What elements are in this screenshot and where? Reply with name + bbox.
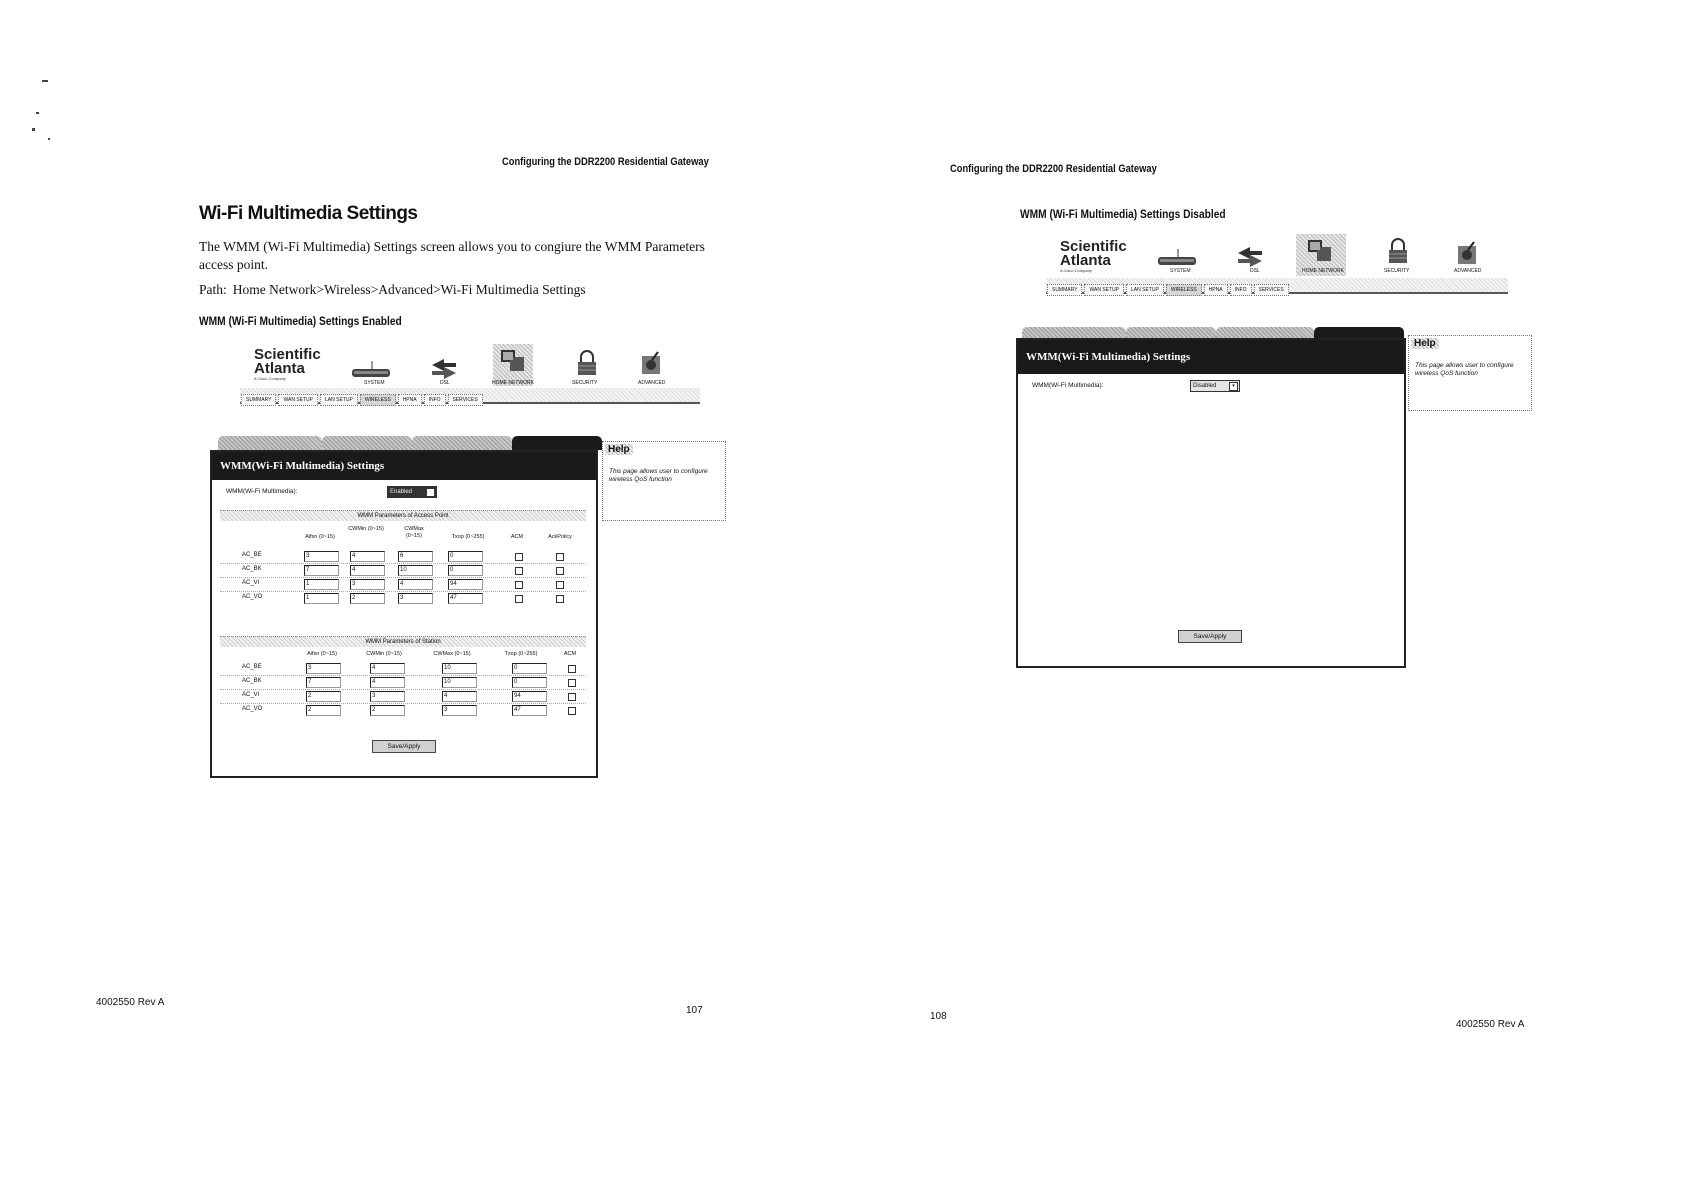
subnav-hpna[interactable]: HPNA	[1204, 284, 1228, 296]
sta-bk-acm-checkbox[interactable]	[568, 679, 576, 687]
panel-title: WMM(Wi-Fi Multimedia) Settings	[212, 452, 596, 480]
panel-tab-4[interactable]	[512, 436, 602, 450]
scientific-atlanta-logo	[254, 348, 321, 381]
logo-tagline: A Cisco Company	[1060, 268, 1092, 273]
ap-row-label-vi: AC_VI	[242, 580, 260, 586]
chevron-down-icon[interactable]: ▾	[426, 488, 435, 497]
nav-label-security[interactable]: SECURITY	[1384, 268, 1410, 274]
sta-header-acm: ACM	[563, 651, 577, 657]
subnav-services[interactable]: SERVICES	[1254, 284, 1289, 296]
sta-row-label-vi: AC_VI	[242, 692, 260, 698]
scan-speck	[36, 112, 39, 114]
running-header-right: Configuring the DDR2200 Residential Gateway	[950, 163, 1157, 175]
wmm-panel-disabled	[1016, 338, 1406, 668]
help-text: This page allows user to configure wireless QoS function	[609, 468, 708, 483]
subnav-bar-right	[1046, 278, 1508, 294]
scan-speck	[42, 80, 48, 82]
ap-vo-aifsn-input[interactable]: 1	[304, 593, 339, 604]
subnav-summary[interactable]: SUMMARY	[1047, 284, 1082, 296]
help-title: Help	[605, 444, 633, 455]
page-title: Wi-Fi Multimedia Settings	[199, 203, 418, 224]
wmm-select-disabled[interactable]	[1190, 380, 1240, 392]
logo-line2: Atlanta	[254, 360, 305, 377]
nav-label-security[interactable]: SECURITY	[572, 380, 598, 386]
sta-header-aifsn: Aifsn (0~15)	[307, 651, 337, 657]
subnav-wan-setup[interactable]: WAN SETUP	[1084, 284, 1124, 296]
path-value: Home Network>Wireless>Advanced>Wi-Fi Multimedia Settings	[232, 282, 586, 297]
sta-bk-cwmax-input[interactable]: 10	[442, 677, 477, 688]
sta-row-label-bk: AC_BK	[242, 678, 262, 684]
help-title: Help	[1411, 338, 1439, 349]
sta-row-label-be: AC_BE	[242, 664, 262, 670]
ap-vo-cwmin-input[interactable]: 2	[350, 593, 385, 604]
logo-tagline: A Cisco Company	[254, 376, 286, 381]
wmm-select-enabled[interactable]	[387, 486, 437, 498]
subnav-info[interactable]: INFO	[424, 394, 446, 406]
ap-be-aifsn-input[interactable]: 3	[304, 551, 339, 562]
arrows-icon[interactable]	[430, 356, 458, 382]
nav-label-dsl[interactable]: DSL	[440, 380, 450, 386]
ap-vo-cwmax-input[interactable]: 3	[398, 593, 433, 604]
scientific-atlanta-logo	[1060, 240, 1127, 273]
sta-vi-aifsn-input[interactable]: 2	[306, 691, 341, 702]
ap-be-txop-input[interactable]: 0	[448, 551, 483, 562]
sta-vo-cwmax-input[interactable]: 3	[442, 705, 477, 716]
ap-vi-txop-input[interactable]: 94	[448, 579, 483, 590]
row-divider	[220, 577, 586, 578]
subnav-bar-left	[240, 388, 700, 404]
home-network-icon[interactable]	[499, 348, 527, 374]
router-banner-right	[1046, 232, 1508, 308]
row-divider	[220, 563, 586, 564]
sta-be-txop-input[interactable]: 0	[512, 663, 547, 674]
ap-vo-ackpolicy-checkbox[interactable]	[556, 595, 564, 603]
ap-header-cwmin: CWMin (0~15)	[348, 526, 384, 532]
panel-title: WMM(Wi-Fi Multimedia) Settings	[1018, 340, 1404, 374]
nav-label-home-network[interactable]: HOME NETWORK	[1302, 268, 1344, 274]
sta-bk-txop-input[interactable]: 0	[512, 677, 547, 688]
panel-tab-2[interactable]	[322, 436, 412, 450]
ap-header-aifsn: Aifsn (0~15)	[305, 534, 335, 540]
ap-be-ackpolicy-checkbox[interactable]	[556, 553, 564, 561]
sta-row-label-vo: AC_VO	[242, 706, 263, 712]
intro-paragraph: The WMM (Wi-Fi Multimedia) Settings screen allows you to congiure the WMM Parameters access point.	[199, 239, 705, 272]
arrows-icon[interactable]	[1236, 244, 1264, 270]
nav-label-dsl[interactable]: DSL	[1250, 268, 1260, 274]
nav-label-system[interactable]: SYSTEM	[1170, 268, 1191, 274]
figure-caption-enabled: WMM (Wi-Fi Multimedia) Settings Enabled	[199, 314, 402, 328]
sta-vo-cwmin-input[interactable]: 2	[370, 705, 405, 716]
logo-line1: Scientific	[1060, 238, 1127, 255]
scan-speck	[32, 128, 35, 131]
ap-bk-ackpolicy-checkbox[interactable]	[556, 567, 564, 575]
running-header-left: Configuring the DDR2200 Residential Gateway	[502, 156, 709, 168]
ap-header-ackpolicy: AckPolicy	[548, 534, 572, 540]
ap-bk-cwmin-input[interactable]: 4	[350, 565, 385, 576]
sta-vi-cwmax-input[interactable]: 4	[442, 691, 477, 702]
row-divider	[220, 591, 586, 592]
sta-header-cwmax: CWMax (0~15)	[433, 651, 471, 657]
sta-vi-cwmin-input[interactable]: 3	[370, 691, 405, 702]
help-text: This page allows user to configure wireless QoS function	[1415, 362, 1514, 377]
ap-be-acm-checkbox[interactable]	[515, 553, 523, 561]
sta-be-cwmin-input[interactable]: 4	[370, 663, 405, 674]
row-divider	[220, 689, 586, 690]
sta-bk-cwmin-input[interactable]: 4	[370, 677, 405, 688]
wmm-label: WMM(Wi-Fi Multimedia):	[1032, 382, 1104, 389]
footer-doc-number-left: 4002550 Rev A	[96, 997, 165, 1008]
sta-vo-aifsn-input[interactable]: 2	[306, 705, 341, 716]
page-number-right: 108	[930, 1011, 947, 1022]
page-number-left: 107	[686, 1005, 703, 1016]
ap-vo-txop-input[interactable]: 47	[448, 593, 483, 604]
ap-vi-cwmax-input[interactable]: 4	[398, 579, 433, 590]
sta-be-cwmax-input[interactable]: 10	[442, 663, 477, 674]
sta-bk-aifsn-input[interactable]: 7	[306, 677, 341, 688]
ap-bk-acm-checkbox[interactable]	[515, 567, 523, 575]
sta-vo-acm-checkbox[interactable]	[568, 707, 576, 715]
panel-tabs-left	[218, 436, 602, 450]
save-apply-button[interactable]: Save/Apply	[1178, 630, 1242, 643]
ap-vi-aifsn-input[interactable]: 1	[304, 579, 339, 590]
sta-be-aifsn-input[interactable]: 3	[306, 663, 341, 674]
footer-doc-number-right: 4002550 Rev A	[1456, 1019, 1525, 1030]
ap-header-cwmax: CWMax (0~15)	[404, 526, 424, 539]
chevron-down-icon[interactable]: ▾	[1229, 382, 1238, 391]
save-apply-button[interactable]: Save/Apply	[372, 740, 436, 753]
ap-be-cwmax-input[interactable]: 6	[398, 551, 433, 562]
nav-label-advanced[interactable]: ADVANCED	[1454, 268, 1482, 274]
subnav-summary[interactable]: SUMMARY	[241, 394, 276, 406]
subnav-lan-setup[interactable]: LAN SETUP	[1126, 284, 1164, 296]
tools-icon[interactable]	[1454, 240, 1482, 266]
wmm-select-value: Disabled	[1193, 383, 1217, 389]
sta-vi-acm-checkbox[interactable]	[568, 693, 576, 701]
wmm-panel-enabled	[210, 450, 598, 778]
figure-caption-disabled: WMM (Wi-Fi Multimedia) Settings Disabled	[1020, 207, 1226, 221]
subnav-wireless[interactable]: WIRELESS	[360, 394, 396, 406]
nav-label-advanced[interactable]: ADVANCED	[638, 380, 666, 386]
ap-vi-cwmin-input[interactable]: 3	[350, 579, 385, 590]
ap-vo-acm-checkbox[interactable]	[515, 595, 523, 603]
subnav-info[interactable]: INFO	[1230, 284, 1252, 296]
subnav-lan-setup[interactable]: LAN SETUP	[320, 394, 358, 406]
logo-line2: Atlanta	[1060, 252, 1111, 269]
scan-speck	[48, 138, 50, 140]
sta-vo-txop-input[interactable]: 47	[512, 705, 547, 716]
home-network-icon[interactable]	[1306, 238, 1334, 264]
ap-be-cwmin-input[interactable]: 4	[350, 551, 385, 562]
panel-tab-3[interactable]	[412, 436, 512, 450]
ap-row-label-bk: AC_BK	[242, 566, 262, 572]
ap-header-acm: ACM	[510, 534, 524, 540]
ap-bk-aifsn-input[interactable]: 7	[304, 565, 339, 576]
path-label: Path:	[199, 282, 227, 297]
subnav-hpna[interactable]: HPNA	[398, 394, 422, 406]
padlock-icon[interactable]	[573, 350, 601, 376]
sta-be-acm-checkbox[interactable]	[568, 665, 576, 673]
router-banner-left	[240, 340, 700, 416]
subnav-services[interactable]: SERVICES	[448, 394, 483, 406]
nav-label-system[interactable]: SYSTEM	[364, 380, 385, 386]
ap-bk-cwmax-input[interactable]: 10	[398, 565, 433, 576]
row-divider	[220, 675, 586, 676]
ap-section-header: WMM Parameters of Access Point	[220, 510, 586, 521]
logo-line1: Scientific	[254, 346, 321, 363]
path-line	[199, 281, 586, 299]
help-box-left	[602, 441, 726, 521]
sta-section-header: WMM Parameters of Station	[220, 636, 586, 647]
ap-header-txop: Txop (0~255)	[451, 534, 485, 540]
ap-row-label-be: AC_BE	[242, 552, 262, 558]
ap-bk-txop-input[interactable]: 0	[448, 565, 483, 576]
ap-row-label-vo: AC_VO	[242, 594, 263, 600]
panel-tab-1[interactable]	[218, 436, 322, 450]
padlock-icon[interactable]	[1384, 238, 1412, 264]
wmm-select-value: Enabled	[390, 489, 413, 495]
wmm-label: WMM(Wi-Fi Multimedia):	[226, 488, 298, 495]
ap-vi-ackpolicy-checkbox[interactable]	[556, 581, 564, 589]
subnav-wireless[interactable]: WIRELESS	[1166, 284, 1202, 296]
subnav-wan-setup[interactable]: WAN SETUP	[278, 394, 318, 406]
sta-header-txop: Txop (0~255)	[504, 651, 538, 657]
nav-label-home-network[interactable]: HOME NETWORK	[492, 380, 534, 386]
sta-vi-txop-input[interactable]: 94	[512, 691, 547, 702]
ap-vi-acm-checkbox[interactable]	[515, 581, 523, 589]
tools-icon[interactable]	[638, 350, 666, 376]
sta-header-cwmin: CWMin (0~15)	[366, 651, 402, 657]
help-box-right	[1408, 335, 1532, 411]
row-divider	[220, 703, 586, 704]
